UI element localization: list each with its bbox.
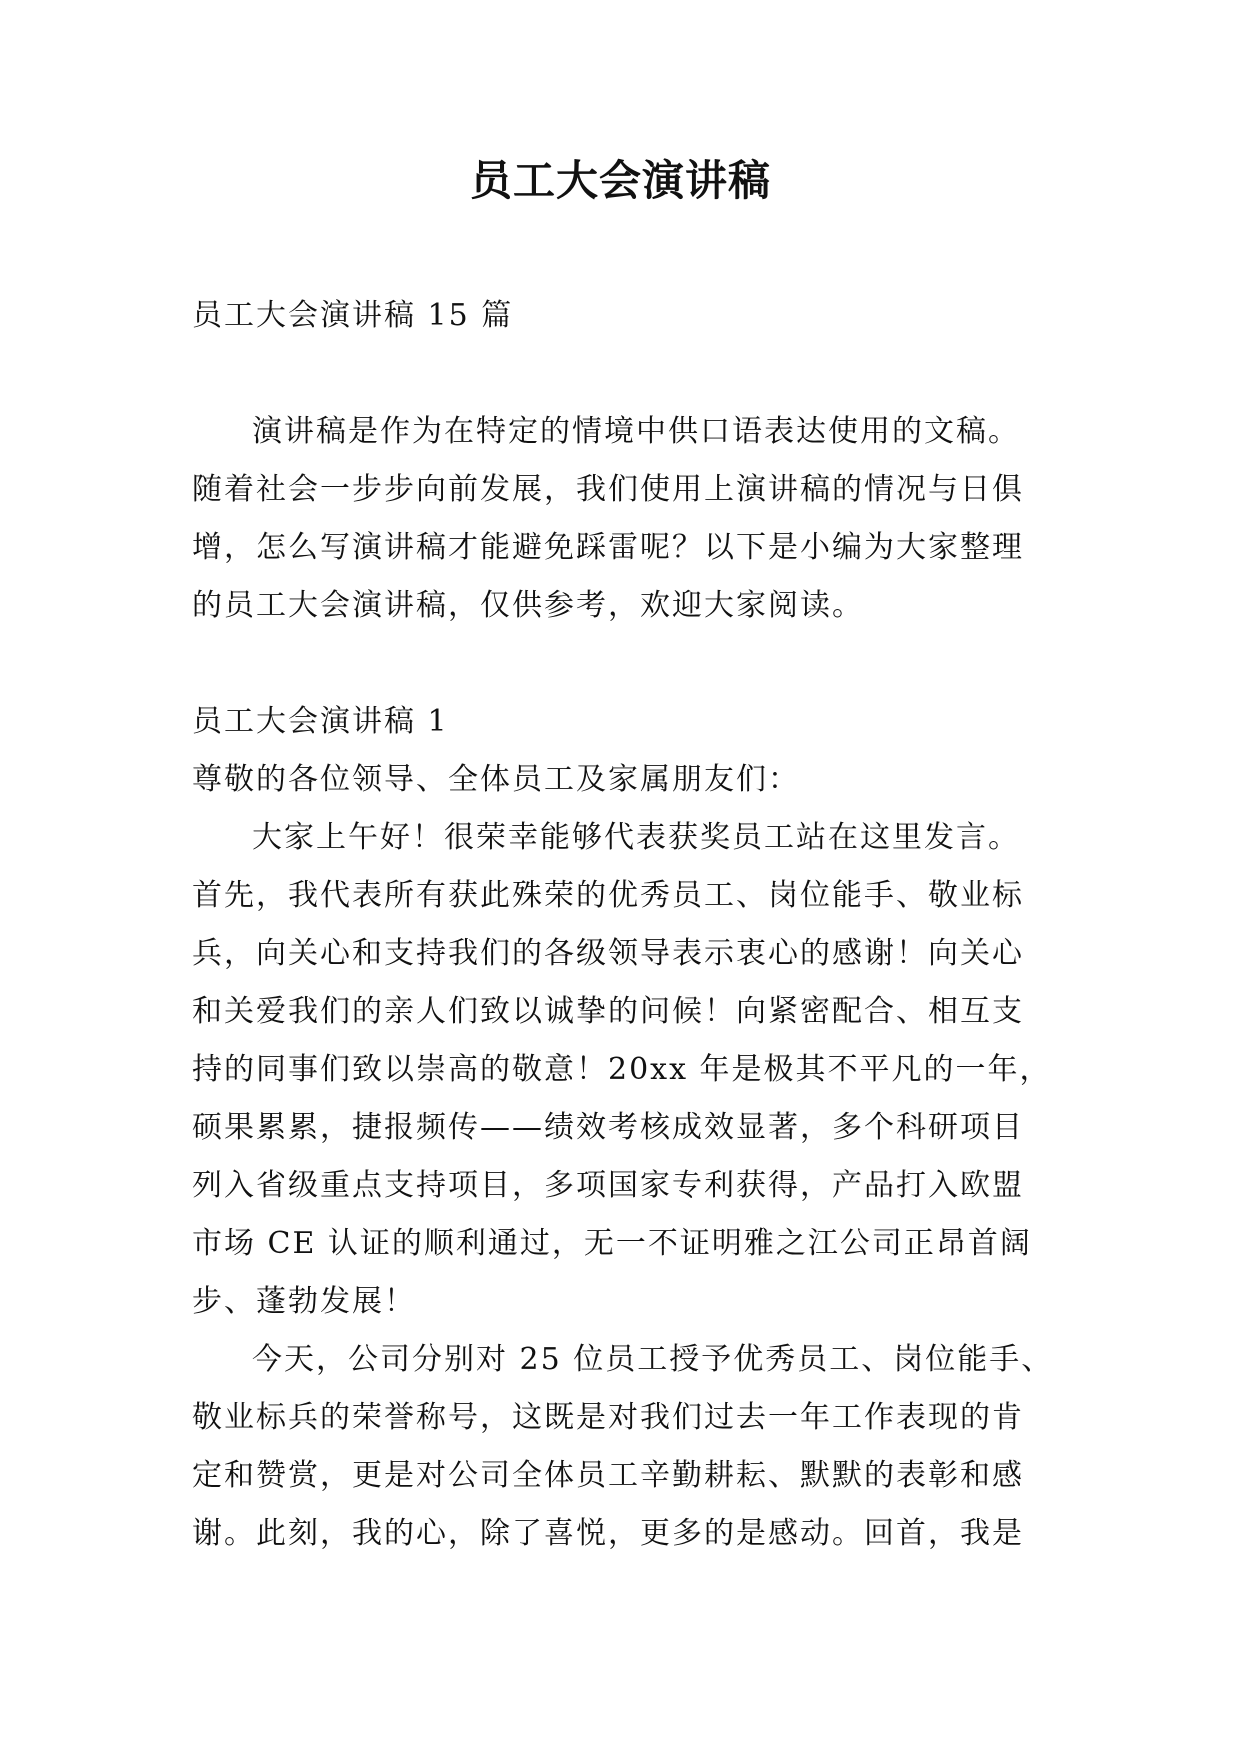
paragraph-line: 步、蓬勃发展！ [192,1284,416,1319]
paragraph-line: 兵，向关心和支持我们的各级领导表示衷心的感谢！向关心 [192,936,1024,971]
paragraph-line: 定和赞赏，更是对公司全体员工辛勤耕耘、默默的表彰和感 [192,1458,1024,1493]
paragraph-line: 首先，我代表所有获此殊荣的优秀员工、岗位能手、敬业标 [192,878,1024,913]
intro-line: 演讲稿是作为在特定的情境中供口语表达使用的文稿。 [252,414,1020,449]
paragraph-line: 持的同事们致以崇高的敬意！20xx 年是极其不平凡的一年， [192,1052,1052,1087]
intro-line: 的员工大会演讲稿，仅供参考，欢迎大家阅读。 [192,588,864,623]
paragraph-line: 列入省级重点支持项目，多项国家专利获得，产品打入欧盟 [192,1168,1024,1203]
intro-line: 随着社会一步步向前发展，我们使用上演讲稿的情况与日俱 [192,472,1024,507]
document-subtitle: 员工大会演讲稿 15 篇 [192,298,514,333]
paragraph-line: 谢。此刻，我的心，除了喜悦，更多的是感动。回首，我是 [192,1516,1024,1551]
paragraph-line: 和关爱我们的亲人们致以诚挚的问候！向紧密配合、相互支 [192,994,1024,1029]
paragraph-line: 大家上午好！很荣幸能够代表获奖员工站在这里发言。 [252,820,1020,855]
paragraph-line: 今天，公司分别对 25 位员工授予优秀员工、岗位能手、 [252,1342,1054,1377]
document-title: 员工大会演讲稿 [469,156,771,205]
section-heading: 员工大会演讲稿 1 [192,704,449,739]
paragraph-line: 敬业标兵的荣誉称号，这既是对我们过去一年工作表现的肯 [192,1400,1024,1435]
intro-line: 增，怎么写演讲稿才能避免踩雷呢？以下是小编为大家整理 [192,530,1024,565]
salutation: 尊敬的各位领导、全体员工及家属朋友们： [192,762,800,797]
paragraph-line: 硕果累累，捷报频传——绩效考核成效显著，多个科研项目 [192,1110,1024,1145]
paragraph-line: 市场 CE 认证的顺利通过，无一不证明雅之江公司正昂首阔 [192,1226,1032,1261]
